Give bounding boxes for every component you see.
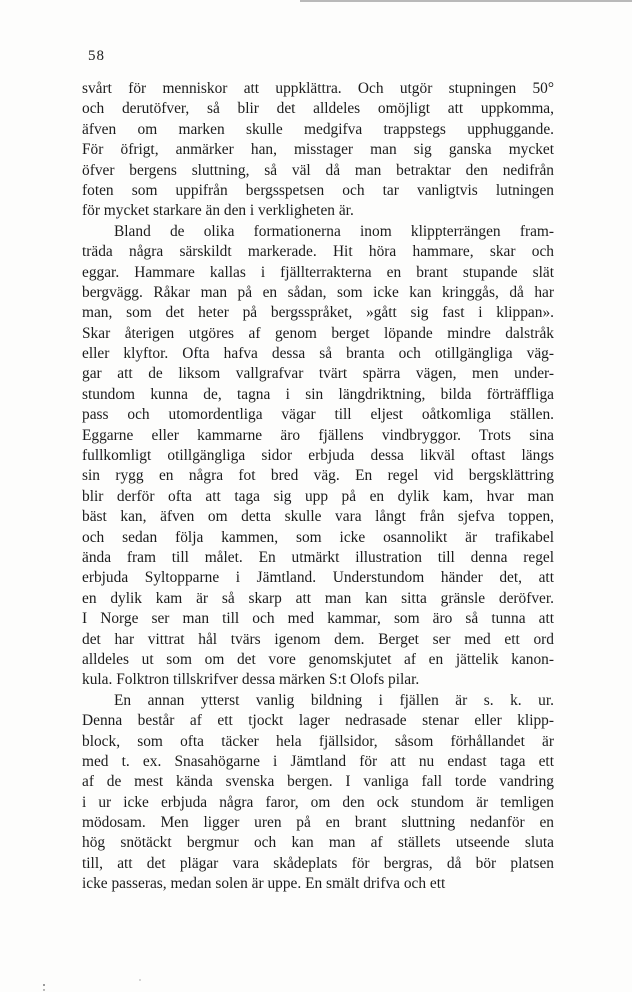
page-number: 58 xyxy=(88,48,105,64)
text-line: hög snötäckt bergmur och kan man af ställets utseende sluta xyxy=(82,834,554,852)
text-line: och sedan följa kammen, som icke osannolikt är trafikabel xyxy=(82,528,554,546)
text-line: fullkomligt otillgängliga sidor erbjuda dessa likväl oftast längs xyxy=(82,447,554,465)
text-line: det har vittrat hål tvärs igenom dem. Berget ser med ett ord xyxy=(82,630,554,648)
text-line: af de mest kända svenska bergen. I vanliga fall torde vandring xyxy=(82,773,554,791)
text-line: gar att de liksom vallgrafvar tvärt spärra vägen, men under- xyxy=(82,365,554,383)
text-line: eggar. Hammare kallas i fjällterrakterna en brant stupande slät xyxy=(82,263,554,281)
body-text xyxy=(82,79,554,895)
text-line: till, att det plägar vara skådeplats för bergras, då bör platsen xyxy=(82,854,554,872)
scan-speck xyxy=(43,984,45,986)
text-line: man, som det heter på bergsspråket, »gått sig fast i klippan». xyxy=(82,304,554,322)
text-line: en dylik kam är så skarp att man kan sitta gränsle deröfver. xyxy=(82,589,554,607)
text-line: pass och utomordentliga vägar till eljest oåtkomliga ställen. xyxy=(82,406,554,424)
paragraph-start-line: Bland de olika formationerna inom klippterrängen fram- xyxy=(114,222,554,240)
text-line: Denna består af ett tjockt lager nedrasade stenar eller klipp- xyxy=(82,712,554,730)
text-line: för mycket starkare än den i verkligheten är. xyxy=(82,202,354,220)
text-line: bergvägg. Råkar man på en sådan, som icke kan kringgås, då har xyxy=(82,283,554,301)
text-line: kula. Folktron tillskrifver dessa märken S:t Olofs pilar. xyxy=(82,671,420,689)
text-line: med t. ex. Snasahögarne i Jämtland för att nu endast taga ett xyxy=(82,752,554,770)
text-line: ända fram till målet. En utmärkt illustration till denna regel xyxy=(82,548,554,566)
text-line: eller klyftor. Ofta hafva dessa så branta och otillgängliga väg- xyxy=(82,345,554,363)
paragraph-start-line: En annan ytterst vanlig bildning i fjällen är s. k. ur. xyxy=(114,691,554,709)
text-line: stundom kunna de, tagna i sin längdriktning, bilda förträffliga xyxy=(82,385,554,403)
text-line: block, som ofta täcker hela fjällsidor, såsom förhållandet är xyxy=(82,732,554,750)
text-line: äfven om marken skulle medgifva trappstegs upphuggande. xyxy=(82,120,554,138)
text-line: svårt för menniskor att uppklättra. Och utgör stupningen 50° xyxy=(82,80,554,97)
text-line: Eggarne eller kammarne äro fjällens vindbryggor. Trots sina xyxy=(82,426,554,444)
text-line: i ur icke erbjuda några faror, om den ock stundom är temligen xyxy=(82,793,554,811)
text-line: sin rygg en några fot bred väg. En regel vid bergsklättring xyxy=(82,467,554,485)
text-line: För öfrigt, anmärker han, misstager man sig ganska mycket xyxy=(82,141,554,159)
text-line: erbjuda Syltopparne i Jämtland. Understundom händer det, att xyxy=(82,569,554,587)
text-line: alldeles ut som om det vore genomskjutet af en jättelik kanon- xyxy=(82,650,554,668)
text-line: I Norge ser man till och med kammar, som äro så tunna att xyxy=(82,610,554,628)
text-line: foten som uppifrån bergsspetsen och tar vanligtvis lutningen xyxy=(82,181,554,199)
scan-speck xyxy=(43,989,44,990)
text-line: öfver bergens sluttning, så väl då man betraktar den nedifrån xyxy=(82,161,554,179)
text-line: och derutöfver, så blir det alldeles omöjligt att uppkomma, xyxy=(82,100,554,118)
text-line: mödosam. Men ligger uren på en brant sluttning nedanför en xyxy=(82,814,554,832)
text-line: Skar återigen utgöres af genom berget löpande mindre dalstråk xyxy=(82,324,554,342)
text-line: träda några särskildt markerade. Hit höra hammare, skar och xyxy=(82,243,554,261)
scan-speck xyxy=(139,979,140,980)
scan-specks xyxy=(0,960,632,992)
text-line: icke passeras, medan solen är uppe. En smält drifva och ett xyxy=(82,875,446,893)
page-top-edge xyxy=(300,0,632,2)
text-line: bäst kan, äfven om detta skulle vara långt från sjefva toppen, xyxy=(82,508,554,526)
text-line: blir derför ofta att taga sig upp på en dylik kam, hvar man xyxy=(82,487,554,505)
